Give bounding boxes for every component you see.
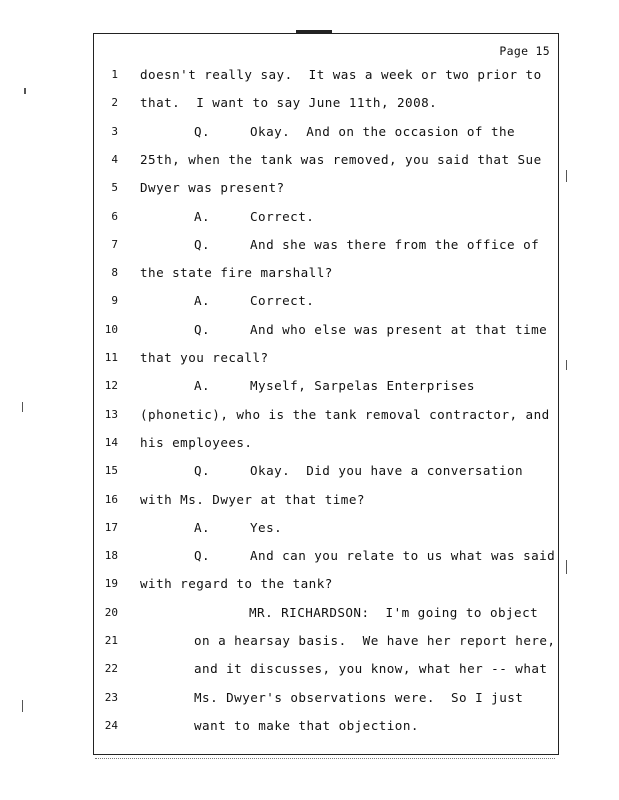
line-number: 17 <box>104 521 118 534</box>
transcript-line <box>194 124 515 139</box>
line-number: 6 <box>111 210 118 223</box>
speaker-label: A. <box>194 293 211 308</box>
line-text: 25th, when the tank was removed, you said that Sue <box>140 152 542 167</box>
speaker-label: Q. <box>194 124 211 139</box>
scan-speck <box>566 560 567 574</box>
line-text: the state fire marshall? <box>140 265 333 280</box>
line-number: 18 <box>104 549 118 562</box>
line-number: 11 <box>104 351 118 364</box>
line-number: 8 <box>111 266 118 279</box>
transcript-line <box>194 378 475 393</box>
transcript-line <box>140 152 542 167</box>
line-text: And she was there from the office of <box>250 237 540 252</box>
scan-speck <box>22 700 23 712</box>
line-text: want to make that objection. <box>194 718 419 733</box>
speaker-label: A. <box>194 209 211 224</box>
transcript-line <box>140 67 542 82</box>
transcript-line <box>194 237 539 252</box>
scan-bottom-noise <box>95 758 555 763</box>
line-number: 13 <box>104 408 118 421</box>
line-number: 3 <box>111 125 118 138</box>
line-number: 12 <box>104 379 118 392</box>
line-text: Yes. <box>250 520 283 535</box>
line-text: Okay. Did you have a conversation <box>250 463 524 478</box>
transcript-line <box>140 435 252 450</box>
line-number: 7 <box>111 238 118 251</box>
line-text: with Ms. Dwyer at that time? <box>140 492 365 507</box>
line-number: 15 <box>104 464 118 477</box>
scan-speck <box>24 88 26 94</box>
line-text: And can you relate to us what was said <box>250 548 556 563</box>
line-text: And who else was present at that time <box>250 322 548 337</box>
transcript-line <box>140 95 437 110</box>
line-number: 24 <box>104 719 118 732</box>
speaker-label: Q. <box>194 322 211 337</box>
speaker-label: A. <box>194 520 211 535</box>
transcript-line <box>140 265 333 280</box>
scan-speck <box>566 360 567 370</box>
transcript-line <box>194 520 282 535</box>
transcript-line <box>194 633 555 648</box>
transcript-line <box>140 576 333 591</box>
line-number: 2 <box>111 96 118 109</box>
line-text: Correct. <box>250 209 315 224</box>
line-number: 5 <box>111 181 118 194</box>
transcript-line <box>194 293 314 308</box>
line-text: Correct. <box>250 293 315 308</box>
speaker-label: Q. <box>194 237 211 252</box>
transcript-line <box>140 407 550 422</box>
transcript-line <box>249 605 538 620</box>
speaker-label: A. <box>194 378 211 393</box>
line-text: Myself, Sarpelas Enterprises <box>250 378 475 393</box>
line-number: 19 <box>104 577 118 590</box>
transcript-line <box>140 180 285 195</box>
transcript-line <box>194 463 523 478</box>
line-number: 20 <box>104 606 118 619</box>
line-text: MR. RICHARDSON: I'm going to object <box>249 605 539 620</box>
line-text: (phonetic), who is the tank removal contractor, and <box>140 407 550 422</box>
line-text: Dwyer was present? <box>140 180 285 195</box>
transcript-line <box>194 548 555 563</box>
transcript-line <box>194 661 547 676</box>
line-number: 16 <box>104 493 118 506</box>
scan-speck <box>22 402 23 412</box>
line-text: that. I want to say June 11th, 2008. <box>140 95 438 110</box>
speaker-label: Q. <box>194 463 211 478</box>
transcript-line <box>194 690 523 705</box>
line-text: doesn't really say. It was a week or two prior to <box>140 67 542 82</box>
transcript-line <box>140 350 269 365</box>
line-number: 10 <box>104 323 118 336</box>
line-text: and it discusses, you know, what her -- what <box>194 661 548 676</box>
line-number: 21 <box>104 634 118 647</box>
line-number: 14 <box>104 436 118 449</box>
page-number: Page 15 <box>499 44 550 58</box>
transcript-line <box>194 718 419 733</box>
transcript-line <box>140 492 365 507</box>
line-text: with regard to the tank? <box>140 576 333 591</box>
scan-speck <box>566 170 567 182</box>
line-text: Ms. Dwyer's observations were. So I just <box>194 690 524 705</box>
line-text: that you recall? <box>140 350 269 365</box>
line-text: Okay. And on the occasion of the <box>250 124 516 139</box>
page-top-mark <box>296 30 332 33</box>
transcript-line <box>194 322 547 337</box>
line-number: 4 <box>111 153 118 166</box>
transcript-line <box>194 209 314 224</box>
line-text: on a hearsay basis. We have her report here, <box>194 633 556 648</box>
speaker-label: Q. <box>194 548 211 563</box>
line-number: 1 <box>111 68 118 81</box>
line-number: 23 <box>104 691 118 704</box>
line-number: 9 <box>111 294 118 307</box>
line-number: 22 <box>104 662 118 675</box>
line-text: his employees. <box>140 435 253 450</box>
